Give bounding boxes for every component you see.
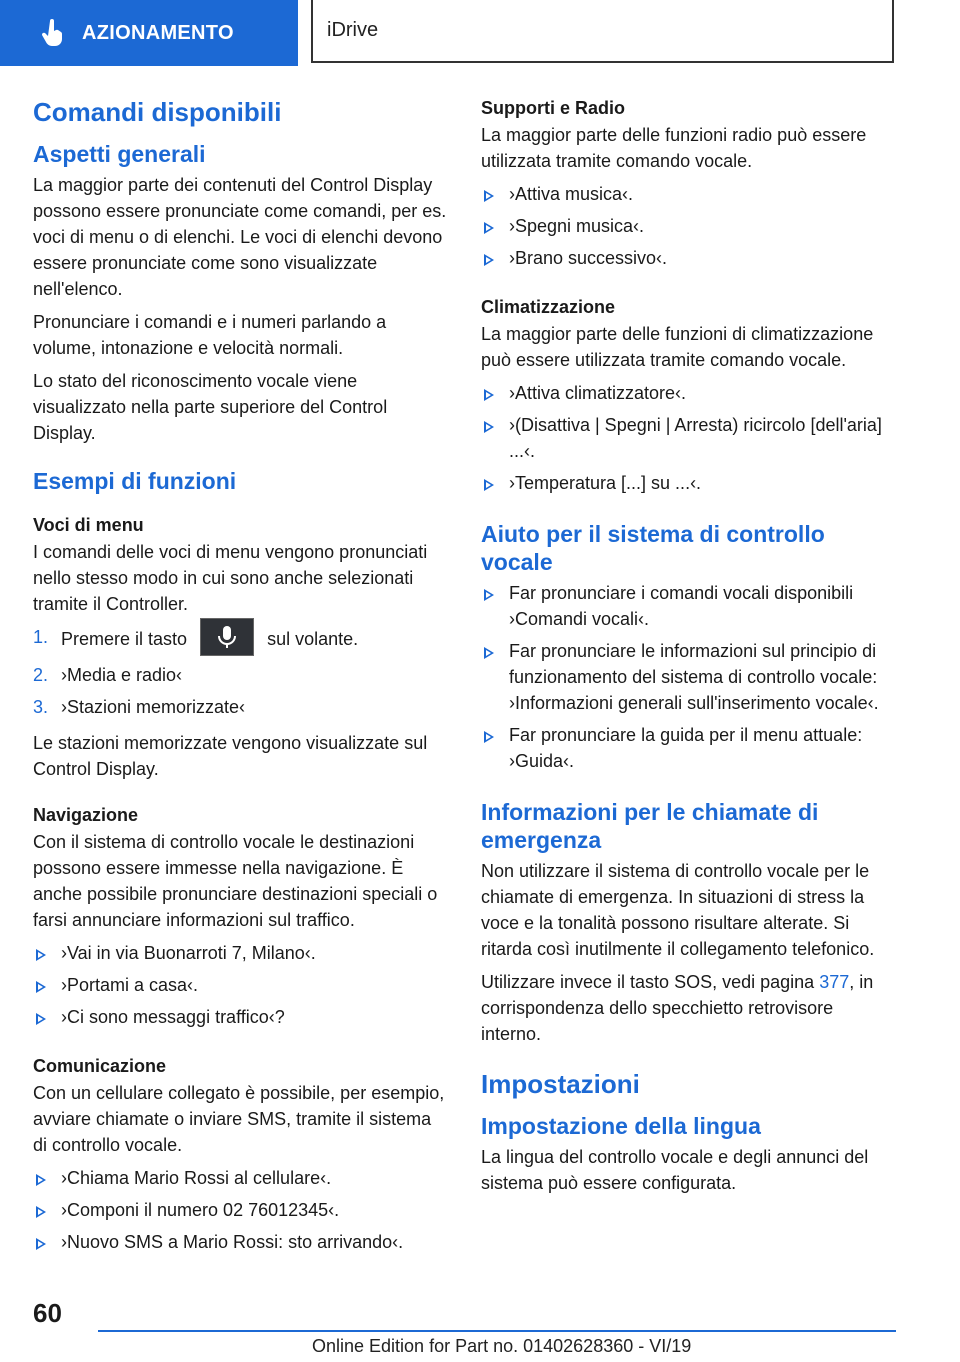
- item-text: ›Ci sono messaggi traffico‹?: [61, 1007, 285, 1027]
- step-text: sul volante.: [267, 628, 359, 649]
- item-text: ›Temperatura [...] su ...‹.: [509, 473, 702, 493]
- minor-heading: Comunicazione: [33, 1056, 167, 1076]
- subheading: Esempi di funzioni: [33, 468, 237, 494]
- text: Utilizzare invece il tasto SOS, vedi pagina: [481, 972, 815, 992]
- item-text: Far pronunciare la guida per il menu attuale: ›Guida‹.: [509, 725, 863, 771]
- paragraph: Pronunciare i comandi e i numeri parlando a volume, intonazione e velocità normali.: [33, 312, 387, 358]
- bullet-list: [481, 181, 897, 271]
- minor-heading: Supporti e Radio: [481, 98, 625, 118]
- list-item: [481, 245, 897, 271]
- arrow-bullet-icon: [36, 1238, 46, 1250]
- arrow-bullet-icon: [484, 190, 494, 202]
- list-item: [481, 181, 897, 207]
- subheading: Aiuto per il sistema di controllo vocale: [481, 521, 825, 575]
- arrow-bullet-icon: [484, 731, 494, 743]
- list-item: [481, 722, 897, 774]
- item-text: ›Chiama Mario Rossi al cellulare‹.: [61, 1168, 332, 1188]
- list-item: [33, 1197, 447, 1223]
- bullet-list: [33, 1165, 447, 1255]
- list-item: [481, 580, 897, 632]
- paragraph: Lo stato del riconoscimento vocale viene visualizzato nella parte superiore del Control Display.: [33, 371, 388, 443]
- paragraph: La maggior parte dei contenuti del Control Display possono essere pronunciate come comandi, per es. voci di menu o di elenchi. Le voci di elenchi devono essere pronunciate come sono visualizzate nell'elenco.: [33, 175, 447, 299]
- section-heading: Impostazioni: [481, 1069, 640, 1099]
- list-item: [33, 662, 447, 688]
- minor-heading: Navigazione: [33, 805, 139, 825]
- paragraph: I comandi delle voci di menu vengono pronunciati nello stesso modo in cui sono anche selezionati tramite il Controller.: [33, 542, 428, 614]
- item-text: ›Attiva musica‹.: [509, 184, 634, 204]
- step-text: Premere il tasto: [61, 628, 188, 649]
- section-title: AZIONAMENTO: [82, 21, 234, 44]
- list-item: [33, 1004, 447, 1030]
- list-item: [33, 694, 447, 720]
- paragraph: Con il sistema di controllo vocale le destinazioni possono essere immesse nella navigazione. È anche possibile pronunciare destinazioni speciali o farsi annunciare informazioni sul traffico.: [33, 832, 438, 930]
- arrow-bullet-icon: [36, 1206, 46, 1218]
- footer-edition: Online Edition for Part no. 01402628360 - VI/19: [312, 1336, 692, 1356]
- minor-heading: Climatizzazione: [481, 297, 616, 317]
- list-item: [481, 380, 897, 406]
- paragraph: Le stazioni memorizzate vengono visualizzate sul Control Display.: [33, 733, 428, 779]
- step-number: 1.: [33, 627, 49, 647]
- subheading: Aspetti generali: [33, 141, 206, 167]
- page-link[interactable]: 377: [819, 972, 850, 992]
- paragraph: [481, 969, 897, 1047]
- paragraph: La maggior parte delle funzioni radio può essere utilizzata tramite comando vocale.: [481, 125, 867, 171]
- paragraph: Non utilizzare il sistema di controllo vocale per le chiamate di emergenza. In situazioni di stress la voce e la tonalità possono risultare alterate. Si ritarda così inutilmente il collegamento telefonico.: [481, 861, 875, 959]
- breadcrumb-label: iDrive: [327, 19, 379, 41]
- item-text: ›(Disattiva | Spegni | Arresta) ricircolo [dell'aria] ...‹.: [509, 415, 882, 461]
- arrow-bullet-icon: [484, 479, 494, 491]
- header: [0, 0, 960, 66]
- arrow-bullet-icon: [484, 647, 494, 659]
- paragraph: Con un cellulare collegato è possibile, per esempio, avviare chiamate o inviare SMS, tramite il sistema di controllo vocale.: [33, 1083, 445, 1155]
- left-column: [33, 96, 447, 1265]
- item-text: ›Vai in via Buonarroti 7, Milano‹.: [61, 943, 316, 963]
- arrow-bullet-icon: [36, 1174, 46, 1186]
- list-item: [33, 624, 447, 656]
- minor-heading: Voci di menu: [33, 515, 144, 535]
- arrow-bullet-icon: [484, 222, 494, 234]
- list-item: [33, 1229, 447, 1255]
- right-column: [481, 96, 897, 1203]
- item-text: ›Brano successivo‹.: [509, 248, 668, 268]
- item-text: ›Attiva climatizzatore‹.: [509, 383, 687, 403]
- item-text: ›Nuovo SMS a Mario Rossi: sto arrivando‹.: [61, 1232, 404, 1252]
- item-text: Far pronunciare le informazioni sul principio di funzionamento del sistema di controllo vocale: ›Informazioni generali sull'inserimento vocale‹.: [509, 641, 879, 713]
- item-text: ›Componi il numero 02 76012345‹.: [61, 1200, 340, 1220]
- bullet-list: [33, 940, 447, 1030]
- microphone-icon: [200, 618, 254, 656]
- step-number: 3.: [33, 697, 49, 717]
- subheading: Impostazione della lingua: [481, 1113, 761, 1139]
- list-item: [481, 638, 897, 716]
- step-number: 2.: [33, 665, 49, 685]
- item-text: ›Portami a casa‹.: [61, 975, 199, 995]
- footer-divider: [98, 1330, 896, 1332]
- section-tab[interactable]: [0, 0, 298, 66]
- step-text: ›Stazioni memorizzate‹: [61, 697, 246, 717]
- arrow-bullet-icon: [484, 589, 494, 601]
- arrow-bullet-icon: [484, 389, 494, 401]
- breadcrumb[interactable]: [311, 0, 894, 63]
- bullet-list: [481, 580, 897, 774]
- list-item: [33, 972, 447, 998]
- arrow-bullet-icon: [36, 949, 46, 961]
- list-item: [481, 470, 897, 496]
- arrow-bullet-icon: [484, 421, 494, 433]
- list-item: [481, 412, 897, 464]
- bullet-list: [481, 380, 897, 496]
- step-text: ›Media e radio‹: [61, 665, 183, 685]
- list-item: [33, 940, 447, 966]
- page-number: 60: [33, 1298, 62, 1328]
- paragraph: La lingua del controllo vocale e degli annunci del sistema può essere configurata.: [481, 1147, 869, 1193]
- list-item: [481, 213, 897, 239]
- touch-hand-icon: [40, 18, 66, 48]
- arrow-bullet-icon: [484, 254, 494, 266]
- item-text: Far pronunciare i comandi vocali disponibili ›Comandi vocali‹.: [509, 583, 854, 629]
- item-text: ›Spegni musica‹.: [509, 216, 645, 236]
- paragraph: La maggior parte delle funzioni di climatizzazione può essere utilizzata tramite comando vocale.: [481, 324, 874, 370]
- section-heading: Comandi disponibili: [33, 97, 282, 127]
- subheading: Informazioni per le chiamate di emergenza: [481, 799, 819, 853]
- arrow-bullet-icon: [36, 1013, 46, 1025]
- text: , in corrispondenza dello specchietto retrovisore interno.: [481, 972, 874, 1044]
- steps-list: [33, 624, 447, 720]
- list-item: [33, 1165, 447, 1191]
- arrow-bullet-icon: [36, 981, 46, 993]
